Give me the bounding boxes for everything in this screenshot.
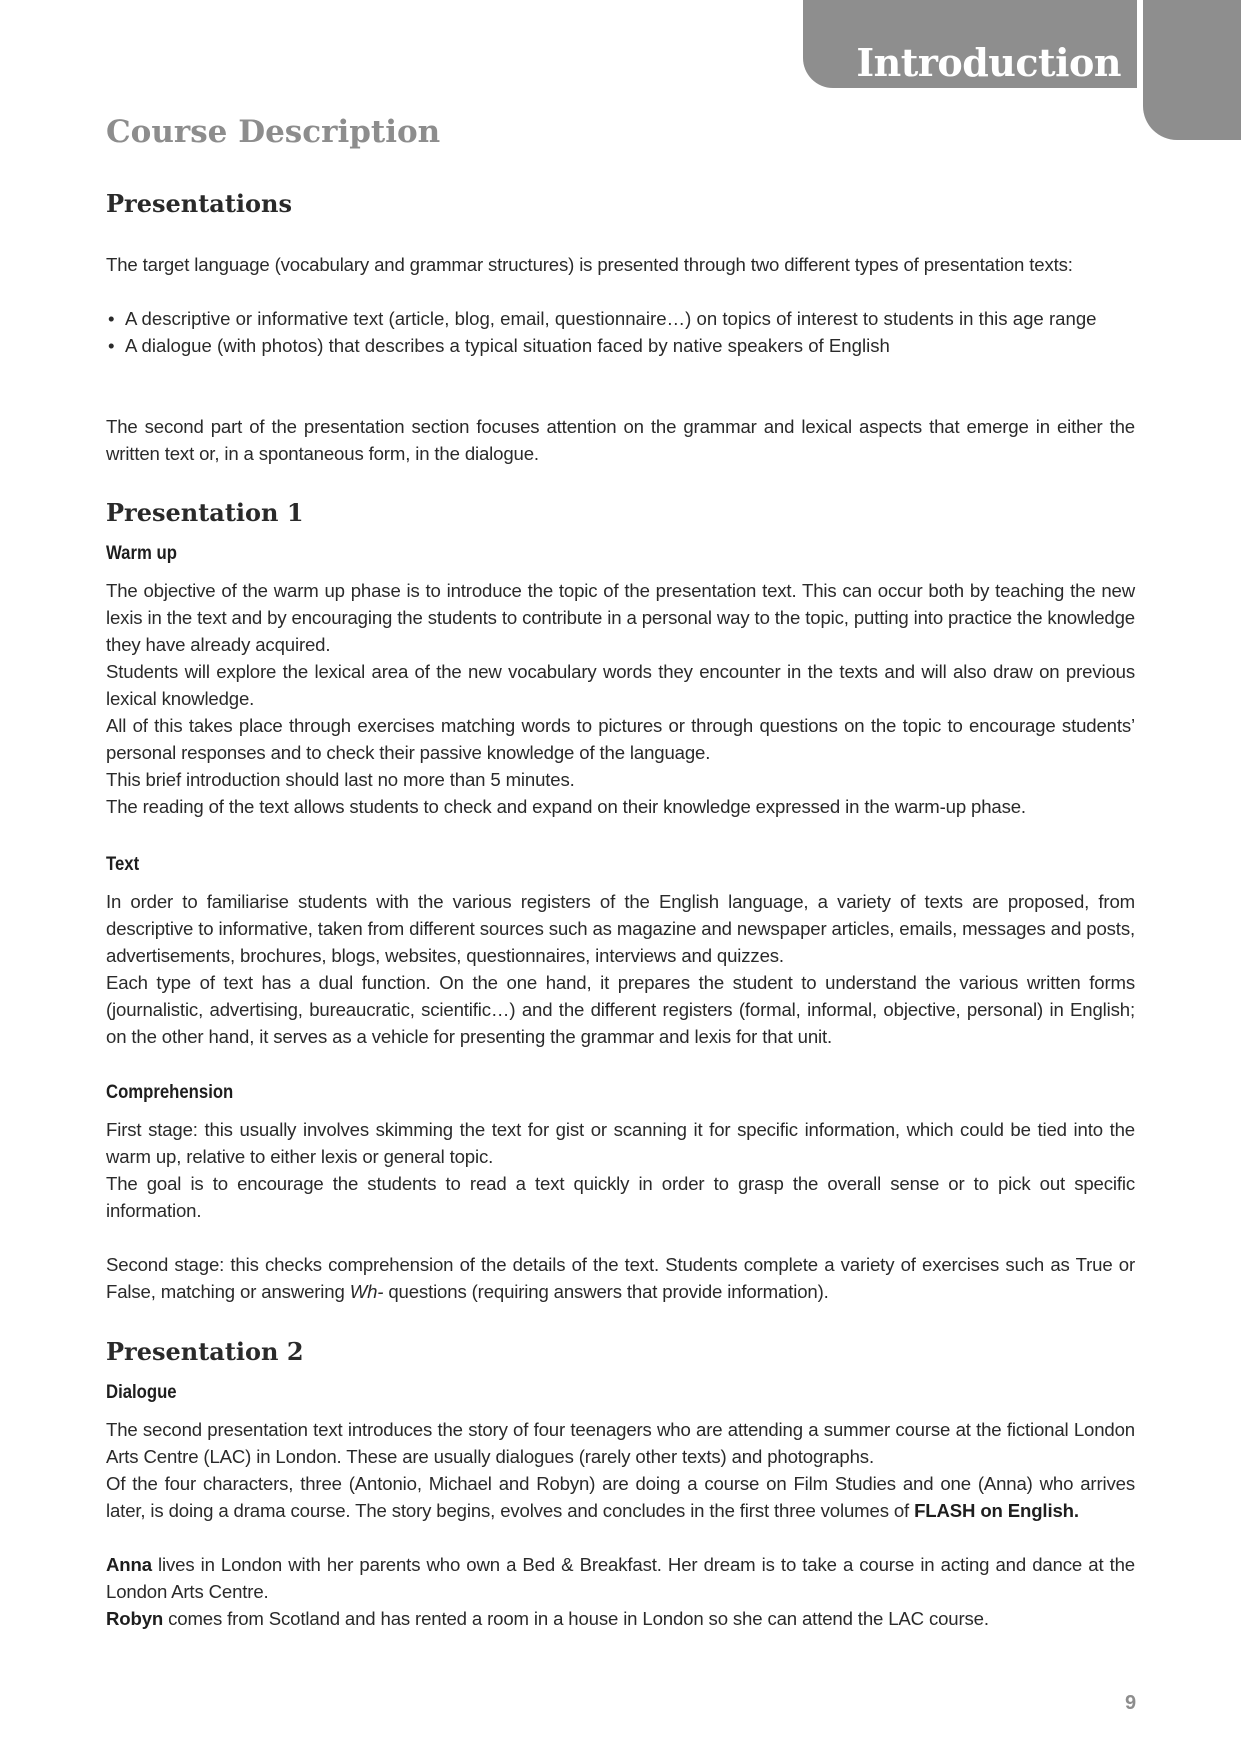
paragraph: The reading of the text allows students to check and expand on their knowledge expressed in the warm-up phase. — [106, 796, 1026, 817]
comprehension-second-stage — [106, 1251, 1135, 1305]
paragraph: This brief introduction should last no more than 5 minutes. — [106, 769, 575, 790]
paragraph — [106, 1551, 1135, 1605]
paragraph: In order to familiarise students with the various registers of the English language, a variety of texts are proposed, from descriptive to informative, taken from different sources such as magazine and newspaper articles, emails, messages and posts, advertisements, brochures, blogs, websites, questionnaires, interviews and quizzes. — [106, 891, 1135, 966]
presentation-types-list — [106, 305, 1135, 359]
heading-dialogue: Dialogue — [106, 1382, 177, 1403]
second-stage-text-end: questions (requiring answers that provide information). — [383, 1281, 829, 1302]
presentations-intro: The target language (vocabulary and grammar structures) is presented through two different types of presentation texts: — [106, 254, 1073, 275]
characters-body — [106, 1551, 1135, 1632]
heading-presentations: Presentations — [106, 189, 292, 218]
text-body — [106, 888, 1135, 1050]
paragraph: The second presentation text introduces the story of four teenagers who are attending a summer course at the fictional London Arts Centre (LAC) in London. These are usually dialogues (rarely other texts) and photographs. — [106, 1419, 1135, 1467]
warm-up-body — [106, 577, 1135, 820]
section-tab — [803, 0, 1137, 88]
heading-comprehension: Comprehension — [106, 1082, 234, 1103]
heading-warm-up: Warm up — [106, 543, 177, 564]
heading-text: Text — [106, 854, 140, 875]
list-item: • A dialogue (with photos) that describes a typical situation faced by native speakers of English — [106, 332, 1135, 359]
paragraph: Each type of text has a dual function. On the one hand, it prepares the student to understand the various written forms (journalistic, advertising, bureaucratic, scientific…) and the different registers (formal, informal, objective, personal) in English; on the other hand, it serves as a vehicle for presenting the grammar and lexis for that unit. — [106, 972, 1135, 1047]
heading-presentation-1: Presentation 1 — [106, 498, 304, 527]
book-title: FLASH on English. — [914, 1500, 1079, 1521]
paragraph — [106, 1605, 1135, 1632]
dialogue-body — [106, 1416, 1135, 1524]
list-item: • A descriptive or informative text (article, blog, email, questionnaire…) on topics of interest to students in this age range — [106, 305, 1135, 332]
paragraph: First stage: this usually involves skimming the text for gist or scanning it for specific information, which could be tied into the warm up, relative to either lexis or general topic. — [106, 1119, 1135, 1167]
wh-term: Wh- — [349, 1281, 384, 1302]
paragraph: Students will explore the lexical area of the new vocabulary words they encounter in the texts and will also draw on previous lexical knowledge. — [106, 661, 1135, 709]
characters-text: Of the four characters, three (Antonio, Michael and Robyn) are doing a course on Film Studies and one (Anna) who arrives later, is doing a drama course. The story begins, evolves and concludes in the first three volumes of — [106, 1473, 1135, 1521]
character-desc-anna: lives in London with her parents who own a Bed & Breakfast. Her dream is to take a course in acting and dance at the London Arts Centre. — [106, 1554, 1135, 1602]
character-desc-robyn: comes from Scotland and has rented a room in a house in London so she can attend the LAC course. — [163, 1608, 989, 1629]
paragraph: The objective of the warm up phase is to introduce the topic of the presentation text. This can occur both by teaching the new lexis in the text and by encouraging the students to contribute in a personal way to the topic, putting into practice the knowledge they have already acquired. — [106, 580, 1135, 655]
comprehension-first-stage — [106, 1116, 1135, 1224]
section-tab-title: Introduction — [856, 40, 1121, 85]
side-tab — [1143, 0, 1241, 140]
paragraph: The goal is to encourage the students to read a text quickly in order to grasp the overall sense or to pick out specific information. — [106, 1173, 1135, 1221]
character-name-anna: Anna — [106, 1554, 152, 1575]
page-number: 9 — [1125, 1692, 1137, 1714]
presentations-second-part: The second part of the presentation section focuses attention on the grammar and lexical aspects that emerge in either the written text or, in a spontaneous form, in the dialogue. — [106, 416, 1135, 464]
second-stage-text: Second stage: this checks comprehension of the details of the text. Students complete a variety of exercises such as True or False, matching or answering — [106, 1254, 1135, 1302]
page-title: Course Description — [106, 114, 441, 150]
character-name-robyn: Robyn — [106, 1608, 164, 1629]
paragraph: All of this takes place through exercises matching words to pictures or through questions on the topic to encourage students’ personal responses and to check their passive knowledge of the language. — [106, 715, 1135, 763]
paragraph — [106, 1470, 1135, 1524]
heading-presentation-2: Presentation 2 — [106, 1337, 304, 1366]
